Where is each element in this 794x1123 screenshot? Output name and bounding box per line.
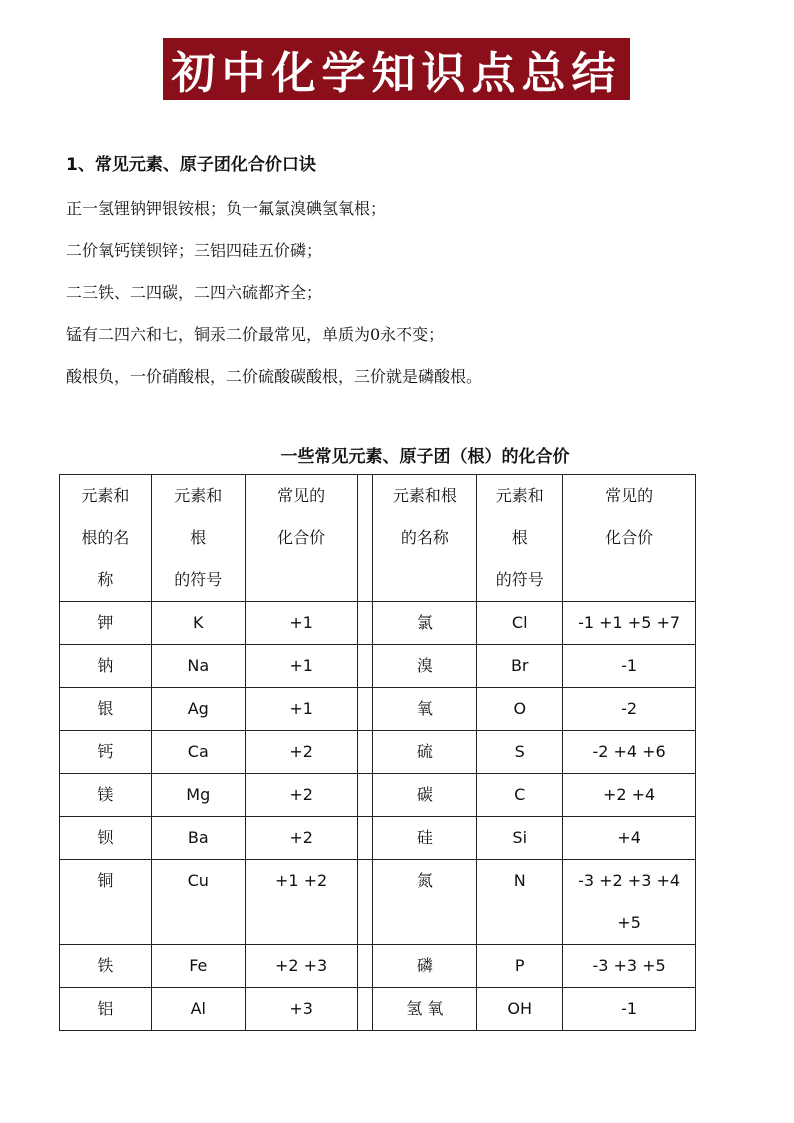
element-name: 铜 bbox=[60, 860, 152, 945]
element-name: 磷 bbox=[373, 945, 477, 988]
header-valence-2: 常见的 化合价 bbox=[563, 475, 696, 602]
table-header-row bbox=[60, 475, 696, 602]
table-row bbox=[60, 860, 696, 945]
element-name: 溴 bbox=[373, 645, 477, 688]
element-valence: +2 +4 bbox=[563, 774, 696, 817]
element-valence: +3 bbox=[245, 988, 357, 1031]
element-valence: -2 bbox=[563, 688, 696, 731]
column-gap bbox=[357, 645, 373, 688]
element-valence: +1 bbox=[245, 688, 357, 731]
element-symbol: Cu bbox=[151, 860, 245, 945]
element-name: 铝 bbox=[60, 988, 152, 1031]
column-gap bbox=[357, 774, 373, 817]
element-valence: -2 +4 +6 bbox=[563, 731, 696, 774]
element-name: 钙 bbox=[60, 731, 152, 774]
column-gap bbox=[357, 817, 373, 860]
column-gap bbox=[357, 988, 373, 1031]
header-valence: 常见的 化合价 bbox=[245, 475, 357, 602]
element-valence: -3 +2 +3 +4 +5 bbox=[563, 860, 696, 945]
element-name: 氮 bbox=[373, 860, 477, 945]
section-heading: 1、常见元素、原子团化合价口诀 bbox=[66, 155, 316, 175]
element-valence: +4 bbox=[563, 817, 696, 860]
header-name: 元素和 根的名 称 bbox=[60, 475, 152, 602]
element-name: 镁 bbox=[60, 774, 152, 817]
column-gap bbox=[357, 688, 373, 731]
element-valence: +1 +2 bbox=[245, 860, 357, 945]
element-symbol: Al bbox=[151, 988, 245, 1031]
element-valence: -1 bbox=[563, 988, 696, 1031]
valence-table bbox=[59, 474, 696, 1031]
table-row bbox=[60, 774, 696, 817]
element-name: 氧 bbox=[373, 688, 477, 731]
element-symbol: O bbox=[477, 688, 563, 731]
page-title: 初中化学知识点总结 bbox=[171, 48, 622, 99]
element-name: 钾 bbox=[60, 602, 152, 645]
element-symbol: Br bbox=[477, 645, 563, 688]
element-name: 碳 bbox=[373, 774, 477, 817]
element-name: 铁 bbox=[60, 945, 152, 988]
element-symbol: Na bbox=[151, 645, 245, 688]
header-symbol: 元素和 根 的符号 bbox=[151, 475, 245, 602]
element-valence: +1 bbox=[245, 645, 357, 688]
table-caption: 一些常见元素、原子团（根）的化合价 bbox=[280, 447, 570, 467]
table-row bbox=[60, 688, 696, 731]
element-symbol: Mg bbox=[151, 774, 245, 817]
element-symbol: Cl bbox=[477, 602, 563, 645]
element-valence: +2 +3 bbox=[245, 945, 357, 988]
table-row bbox=[60, 731, 696, 774]
element-symbol: Ba bbox=[151, 817, 245, 860]
table-row bbox=[60, 645, 696, 688]
element-valence: +2 bbox=[245, 774, 357, 817]
element-name: 钡 bbox=[60, 817, 152, 860]
column-gap bbox=[357, 945, 373, 988]
element-symbol: S bbox=[477, 731, 563, 774]
element-symbol: Ca bbox=[151, 731, 245, 774]
element-name: 硅 bbox=[373, 817, 477, 860]
element-symbol: Si bbox=[477, 817, 563, 860]
rhyme-line: 二价氧钙镁钡锌；三铝四硅五价磷； bbox=[66, 241, 323, 260]
element-name: 钠 bbox=[60, 645, 152, 688]
column-gap bbox=[357, 860, 373, 945]
rhyme-line: 锰有二四六和七，铜汞二价最常见，单质为0永不变； bbox=[66, 325, 445, 344]
rhyme-line: 正一氢锂钠钾银铵根；负一氟氯溴碘氢氧根； bbox=[66, 199, 387, 218]
table-row bbox=[60, 602, 696, 645]
table-row bbox=[60, 945, 696, 988]
element-symbol: N bbox=[477, 860, 563, 945]
element-symbol: K bbox=[151, 602, 245, 645]
header-symbol-2: 元素和 根 的符号 bbox=[477, 475, 563, 602]
table-row bbox=[60, 988, 696, 1031]
element-name: 氢 氧 bbox=[373, 988, 477, 1031]
element-name: 氯 bbox=[373, 602, 477, 645]
element-valence: -1 +1 +5 +7 bbox=[563, 602, 696, 645]
title-banner bbox=[163, 38, 630, 100]
element-symbol: Ag bbox=[151, 688, 245, 731]
element-name: 银 bbox=[60, 688, 152, 731]
element-name: 硫 bbox=[373, 731, 477, 774]
rhyme-line: 酸根负，一价硝酸根，二价硫酸碳酸根，三价就是磷酸根。 bbox=[66, 367, 483, 386]
table-row bbox=[60, 817, 696, 860]
element-valence: +2 bbox=[245, 731, 357, 774]
column-gap bbox=[357, 731, 373, 774]
element-symbol: Fe bbox=[151, 945, 245, 988]
element-valence: +2 bbox=[245, 817, 357, 860]
element-valence: -3 +3 +5 bbox=[563, 945, 696, 988]
element-symbol: P bbox=[477, 945, 563, 988]
element-valence: -1 bbox=[563, 645, 696, 688]
element-valence: +1 bbox=[245, 602, 357, 645]
column-gap bbox=[357, 602, 373, 645]
rhyme-line: 二三铁、二四碳，二四六硫都齐全； bbox=[66, 283, 323, 302]
element-symbol: OH bbox=[477, 988, 563, 1031]
column-gap bbox=[357, 475, 373, 602]
header-name-2: 元素和根 的名称 bbox=[373, 475, 477, 602]
element-symbol: C bbox=[477, 774, 563, 817]
